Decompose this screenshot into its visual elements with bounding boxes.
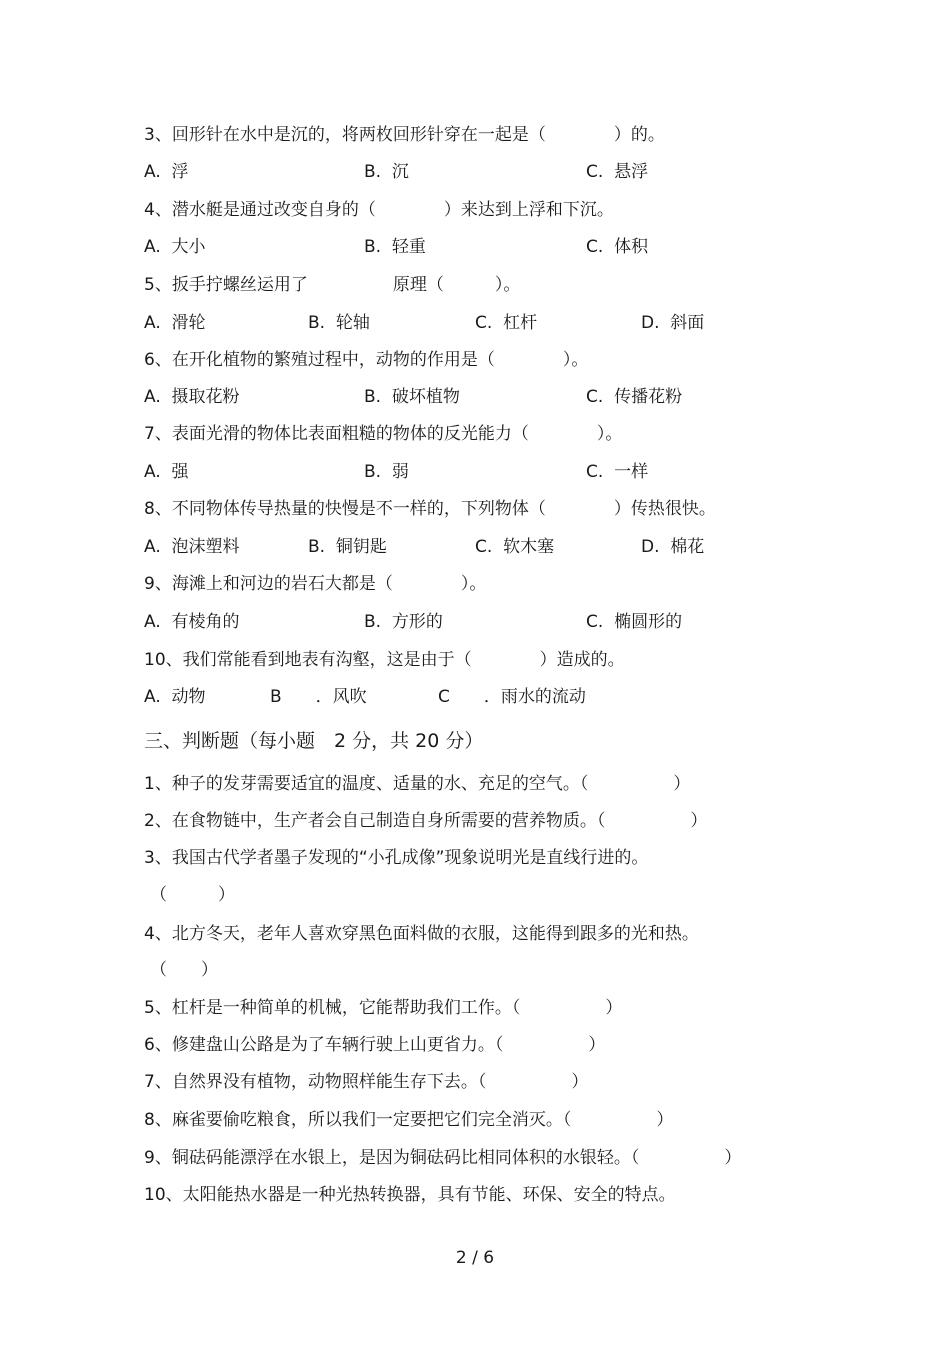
option-b: B. 沉: [364, 162, 409, 182]
option-c: C. 一样: [586, 462, 649, 482]
section-heading: 三、判断题（每小题 2 分，共 20 分）: [144, 730, 484, 752]
option-d: D. 斜面: [641, 313, 705, 333]
option-c: C. 悬浮: [586, 162, 649, 182]
option-a: A. 有棱角的: [144, 612, 240, 632]
option-b: B. 轮轴: [308, 313, 370, 333]
option-c: C ．雨水的流动: [438, 687, 586, 707]
judgment-item: 4、北方冬天，老年人喜欢穿黑色面料做的衣服，这能得到跟多的光和热。: [144, 924, 699, 944]
option-c: C. 杠杆: [475, 313, 538, 333]
option-a: A. 浮: [144, 162, 189, 182]
option-a: A. 强: [144, 462, 189, 482]
judgment-item: 7、自然界没有植物，动物照样能生存下去。（ ）: [144, 1072, 589, 1092]
judgment-item: 3、我国古代学者墨子发现的“小孔成像”现象说明光是直线行进的。: [144, 848, 649, 868]
judgment-item: （ ）: [150, 885, 235, 905]
question-stem: 3、回形针在水中是沉的，将两枚回形针穿在一起是（ ）的。: [144, 125, 665, 145]
judgment-item: 2、在食物链中，生产者会自己制造自身所需要的营养物质。（ ）: [144, 811, 708, 831]
option-b: B. 破坏植物: [364, 387, 460, 407]
judgment-item: 1、种子的发芽需要适宜的温度、适量的水、充足的空气。（ ）: [144, 774, 691, 794]
option-b: B. 弱: [364, 462, 409, 482]
judgment-item: 9、铜砝码能漂浮在水银上，是因为铜砝码比相同体积的水银轻。（ ）: [144, 1148, 742, 1168]
question-stem: 8、不同物体传导热量的快慢是不一样的，下列物体（ ）传热很快。: [144, 499, 716, 519]
option-c: C. 体积: [586, 237, 649, 257]
question-stem: 10、我们常能看到地表有沟壑，这是由于（ ）造成的。: [144, 650, 625, 670]
question-stem: 7、表面光滑的物体比表面粗糙的物体的反光能力（ ）。: [144, 424, 623, 444]
judgment-item: 5、杠杆是一种简单的机械，它能帮助我们工作。（ ）: [144, 998, 623, 1018]
judgment-item: 8、麻雀要偷吃粮食，所以我们一定要把它们完全消灭。（ ）: [144, 1110, 674, 1130]
option-a: A. 滑轮: [144, 313, 206, 333]
question-stem: 4、潜水艇是通过改变自身的（ ）来达到上浮和下沉。: [144, 200, 614, 220]
option-c: C. 软木塞: [475, 537, 555, 557]
option-a: A. 大小: [144, 237, 206, 257]
option-a: A. 泡沫塑料: [144, 537, 240, 557]
option-b: B ．风吹: [270, 687, 367, 707]
page-number: 2 / 6: [455, 1248, 495, 1268]
question-stem: 6、在开化植物的繁殖过程中，动物的作用是（ ）。: [144, 350, 589, 370]
option-c: C. 传播花粉: [586, 387, 683, 407]
option-b: B. 轻重: [364, 237, 426, 257]
option-b: B. 铜钥匙: [308, 537, 387, 557]
option-d: D. 棉花: [641, 537, 705, 557]
judgment-item: 10、太阳能热水器是一种光热转换器，具有节能、环保、安全的特点。: [144, 1185, 676, 1205]
judgment-item: （ ）: [150, 960, 218, 980]
question-stem: 9、海滩上和河边的岩石大都是（ ）。: [144, 574, 487, 594]
question-stem: 5、扳手拧螺丝运用了 原理（ ）。: [144, 275, 521, 295]
option-b: B. 方形的: [364, 612, 443, 632]
option-c: C. 椭圆形的: [586, 612, 683, 632]
option-a: A. 动物: [144, 687, 206, 707]
option-a: A. 摄取花粉: [144, 387, 240, 407]
judgment-item: 6、修建盘山公路是为了车辆行驶上山更省力。（ ）: [144, 1035, 606, 1055]
